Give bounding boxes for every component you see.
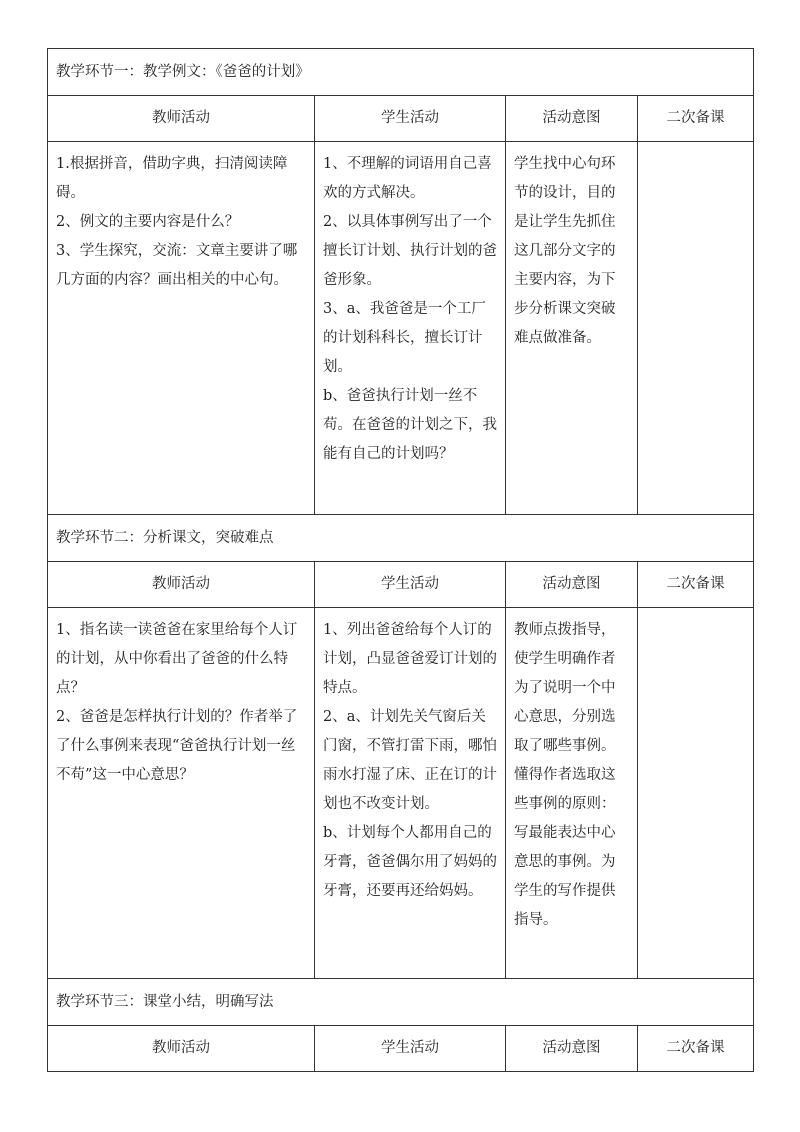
student-item: 2、以具体事例写出了一个擅长订计划、执行计划的爸爸形象。 bbox=[323, 214, 497, 288]
header-activity-intent: 活动意图 bbox=[506, 96, 638, 142]
teacher-item: 2、爸爸是怎样执行计划的？作者举了了什么事例来表现“爸爸执行计划一丝不苟”这一中心意思？ bbox=[56, 709, 298, 783]
lesson-plan-table bbox=[47, 48, 754, 1072]
header-teacher-activity: 教师活动 bbox=[48, 96, 315, 142]
section-1-revision-cell bbox=[638, 142, 754, 515]
student-item: 1、列出爸爸给每个人订的计划，凸显爸爸爱订计划的特点。 bbox=[323, 622, 497, 696]
section-3-header-row bbox=[48, 1026, 754, 1072]
section-2-title-row bbox=[48, 515, 754, 562]
section-1-content-row bbox=[48, 142, 754, 515]
section-3-title-row bbox=[48, 979, 754, 1026]
header-activity-intent: 活动意图 bbox=[506, 562, 638, 608]
student-item: 2、a、计划先关气窗后关门窗，不管打雷下雨，哪怕雨水打湿了床、正在订的计划也不改变计划。 bbox=[323, 709, 497, 812]
header-second-preparation: 二次备课 bbox=[638, 562, 754, 608]
section-1-title: 教学环节一：教学例文：《爸爸的计划》 bbox=[48, 49, 754, 96]
header-activity-intent: 活动意图 bbox=[506, 1026, 638, 1072]
section-2-student-cell bbox=[315, 608, 506, 979]
section-2-header-row bbox=[48, 562, 754, 608]
header-teacher-activity: 教师活动 bbox=[48, 562, 315, 608]
teacher-item: 1、指名读一读爸爸在家里给每个人订的计划，从中你看出了爸爸的什么特点？ bbox=[56, 622, 298, 696]
student-item: 3、a、我爸爸是一个工厂的计划科科长，擅长订计划。 bbox=[323, 301, 486, 375]
header-teacher-activity: 教师活动 bbox=[48, 1026, 315, 1072]
student-item: b、爸爸执行计划一丝不苟。在爸爸的计划之下，我能有自己的计划吗？ bbox=[323, 388, 497, 462]
header-student-activity: 学生活动 bbox=[315, 562, 506, 608]
section-3-title: 教学环节三：课堂小结，明确写法 bbox=[48, 979, 754, 1026]
header-student-activity: 学生活动 bbox=[315, 96, 506, 142]
section-1-intent-cell bbox=[506, 142, 638, 515]
section-1-header-row bbox=[48, 96, 754, 142]
section-2-intent-cell bbox=[506, 608, 638, 979]
student-item: b、计划每个人都用自己的牙膏，爸爸偶尔用了妈妈的牙膏，还要再还给妈妈。 bbox=[323, 825, 497, 899]
section-1-student-cell bbox=[315, 142, 506, 515]
teacher-item: 1.根据拼音，借助字典，扫清阅读障碍。 bbox=[56, 156, 288, 201]
intent-item: 教师点拨指导，使学生明确作者为了说明一个中心意思，分别选取了哪些事例。懂得作者选取这些事例的原则：写最能表达中心意思的事例。为学生的写作提供指导。 bbox=[514, 622, 616, 928]
header-student-activity: 学生活动 bbox=[315, 1026, 506, 1072]
section-2-teacher-cell bbox=[48, 608, 315, 979]
section-2-title: 教学环节二：分析课文，突破难点 bbox=[48, 515, 754, 562]
student-item: 1、不理解的词语用自己喜欢的方式解决。 bbox=[323, 156, 492, 201]
section-2-revision-cell bbox=[638, 608, 754, 979]
teacher-item: 3、学生探究，交流：文章主要讲了哪几方面的内容？画出相关的中心句。 bbox=[56, 243, 298, 288]
header-second-preparation: 二次备课 bbox=[638, 1026, 754, 1072]
section-1-teacher-cell bbox=[48, 142, 315, 515]
intent-item: 学生找中心句环节的设计，目的是让学生先抓住这几部分文字的主要内容，为下步分析课文突破难点做准备。 bbox=[514, 156, 616, 346]
header-second-preparation: 二次备课 bbox=[638, 96, 754, 142]
teacher-item: 2、例文的主要内容是什么？ bbox=[56, 214, 240, 230]
section-1-title-row bbox=[48, 49, 754, 96]
section-2-content-row bbox=[48, 608, 754, 979]
